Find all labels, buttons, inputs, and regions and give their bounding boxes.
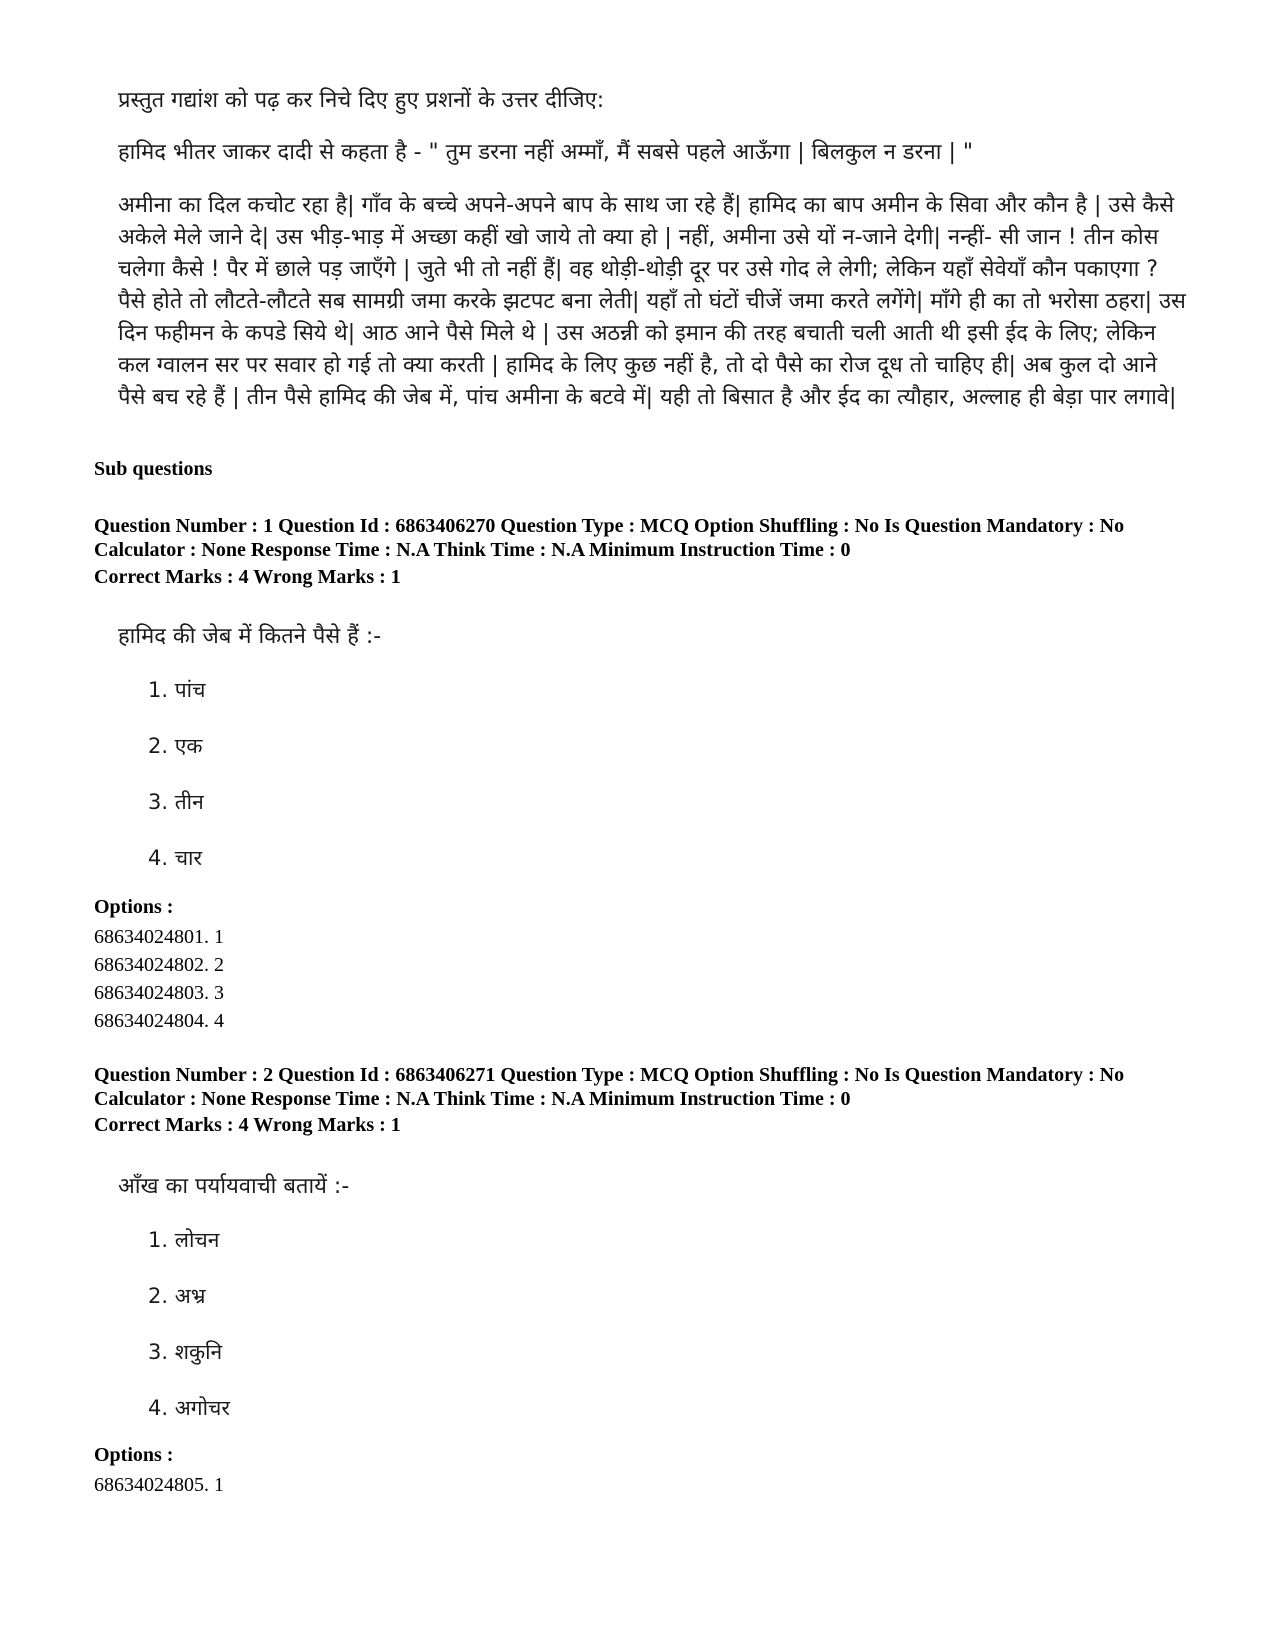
question-2-marks: Correct Marks : 4 Wrong Marks : 1 [94,1114,401,1136]
passage-intro: प्रस्तुत गद्यांश को पढ़ कर निचे दिए हुए प्रशनों के उत्तर दीजिए: [118,88,605,113]
question-2-meta-line2: Calculator : None Response Time : N.A Think Time : N.A Minimum Instruction Time : 0 [94,1088,851,1110]
question-1-option-3: 68634024803. 3 [94,982,224,1004]
question-1-option-4: 68634024804. 4 [94,1010,224,1032]
question-1-text: हामिद की जेब में कितने पैसे हैं :- [118,624,382,649]
question-2-choice-3: 3. शकुनि [148,1340,223,1364]
question-1-meta-line2: Calculator : None Response Time : N.A Think Time : N.A Minimum Instruction Time : 0 [94,539,851,561]
passage [118,84,1198,414]
question-1-choice-2: 2. एक [148,734,203,758]
question-2-options-heading: Options : [94,1444,174,1466]
question-1-marks: Correct Marks : 4 Wrong Marks : 1 [94,566,401,588]
question-1-choice-1: 1. पांच [148,678,206,702]
question-1-choice-4: 4. चार [148,846,203,870]
question-2-choice-4: 4. अगोचर [148,1396,230,1420]
passage-quote: हामिद भीतर जाकर दादी से कहता है - " तुम डरना नहीं अम्माँ, मैं सबसे पहले आऊँगा | बिलकुल न डरना | " [118,140,973,165]
question-1-choice-3: 3. तीन [148,790,204,814]
sub-questions-heading: Sub questions [94,458,213,480]
question-1-meta-line1: Question Number : 1 Question Id : 6863406270 Question Type : MCQ Option Shuffling : No Is Question Mandatory : No [94,515,1125,537]
passage-body: अमीना का दिल कचोट रहा है| गाँव के बच्चे अपने-अपने बाप के साथ जा रहे हैं| हामिद का बाप अमीन के सिवा और कौन है | उसे कैसे अकेले मेले जाने दे| उस भीड़-भाड़ में अच्छा कहीं खो जाये तो क्या हो | नहीं, अमीना उसे यों न-जाने देगी| नन्हीं- सी जान ! तीन कोस चलेगा कैसे ! पैर में छाले पड़ जाएँगे | जुते भी तो नहीं हैं| वह थोड़ी-थोड़ी दूर पर उसे गोद ले लेगी; लेकिन यहाँ सेवेयाँ कौन पकाएगा ? पैसे होते तो लौटते-लौटते सब सामग्री जमा करके झटपट बना लेती| यहाँ तो घंटों चीजें जमा करते लगेंगे| माँगे ही का तो भरोसा ठहरा| उस दिन फहीमन के कपडे सिये थे| आठ आने पैसे मिले थे | उस अठन्नी को इमान की तरह बचाती चली आती थी इसी ईद के लिए; लेकिन कल ग्वालन सर पर सवार हो गई तो क्या करती | हामिद के लिए कुछ नहीं है, तो दो पैसे का रोज दूध तो चाहिए ही| अब कुल दो आने पैसे बच रहे हैं | तीन पैसे हामिद की जेब में, पांच अमीना के बटवे में| यही तो बिसात है और ईद का त्यौहार, अल्लाह ही बेड़ा पार लगावे| [118,193,1186,410]
question-2-choice-2: 2. अभ्र [148,1284,206,1308]
question-2-text: आँख का पर्यायवाची बतायें :- [118,1174,350,1199]
question-2-choice-1: 1. लोचन [148,1228,220,1252]
question-2-meta-line1: Question Number : 2 Question Id : 6863406271 Question Type : MCQ Option Shuffling : No Is Question Mandatory : No [94,1064,1125,1086]
question-1-option-2: 68634024802. 2 [94,954,224,976]
question-1-meta [94,514,1214,562]
question-1-options-heading: Options : [94,896,174,918]
question-2-meta [94,1063,1214,1111]
question-2-option-1: 68634024805. 1 [94,1474,224,1496]
question-1-option-1: 68634024801. 1 [94,926,224,948]
